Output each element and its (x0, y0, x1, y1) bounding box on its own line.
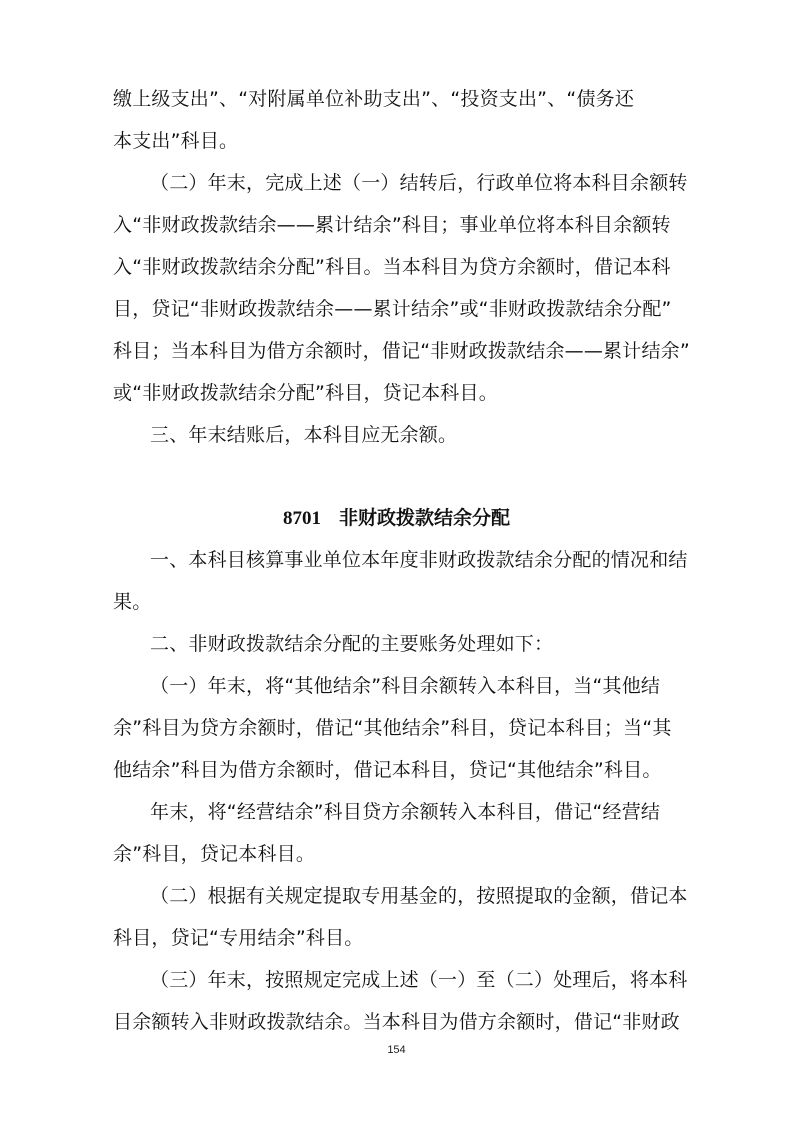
body-text-line: 目余额转入非财政拨款结余。当本科目为借方余额时，借记“非财政 (113, 1011, 680, 1033)
body-text-line: 本支出”科目。 (113, 130, 239, 152)
page-number: 154 (387, 1044, 406, 1056)
body-text-line: 入“非财政拨款结余分配”科目。当本科目为贷方余额时，借记本科 (113, 256, 671, 278)
body-text-line: 果。 (113, 591, 152, 613)
body-text-line: （二）根据有关规定提取专用基金的，按照提取的金额，借记本 (150, 885, 688, 907)
body-text-line: （一）年末，将“其他结余”科目余额转入本科目，当“其他结 (150, 675, 661, 697)
body-text-line: （二）年末，完成上述（一）结转后，行政单位将本科目余额转 (150, 172, 688, 194)
body-text-line: 三、年末结账后，本科目应无余额。 (150, 424, 458, 446)
body-text-line: 缴上级支出”、“对附属单位补助支出”、“投资支出”、“债务还 (113, 88, 635, 110)
body-text-line: 或“非财政拨款结余分配”科目，贷记本科目。 (113, 382, 498, 404)
body-text-line: 科目，贷记“专用结余”科目。 (113, 927, 364, 949)
body-text-line: 入“非财政拨款结余——累计结余”科目；事业单位将本科目余额转 (113, 214, 671, 236)
body-text-line: 一、本科目核算事业单位本年度非财政拨款结余分配的情况和结 (150, 549, 688, 571)
section-title: 非财政拨款结余分配 (338, 507, 510, 529)
body-text-line: 科目；当本科目为借方余额时，借记“非财政拨款结余——累计结余” (113, 340, 690, 362)
body-text-line: 余”科目为贷方余额时，借记“其他结余”科目，贷记本科目；当“其 (113, 717, 672, 739)
body-text-line: 二、非财政拨款结余分配的主要账务处理如下： (150, 633, 554, 655)
body-text-line: 他结余”科目为借方余额时，借记本科目，贷记“其他结余”科目。 (113, 759, 662, 781)
section-heading (0, 506, 793, 531)
body-text-line: 年末，将“经营结余”科目贷方余额转入本科目，借记“经营结 (150, 801, 661, 823)
body-text-line: 余”科目，贷记本科目。 (113, 843, 316, 865)
body-text-line: 目，贷记“非财政拨款结余——累计结余”或“非财政拨款结余分配” (113, 298, 672, 320)
body-text-line: （三）年末，按照规定完成上述（一）至（二）处理后，将本科 (150, 969, 688, 991)
section-code: 8701 (282, 508, 321, 529)
